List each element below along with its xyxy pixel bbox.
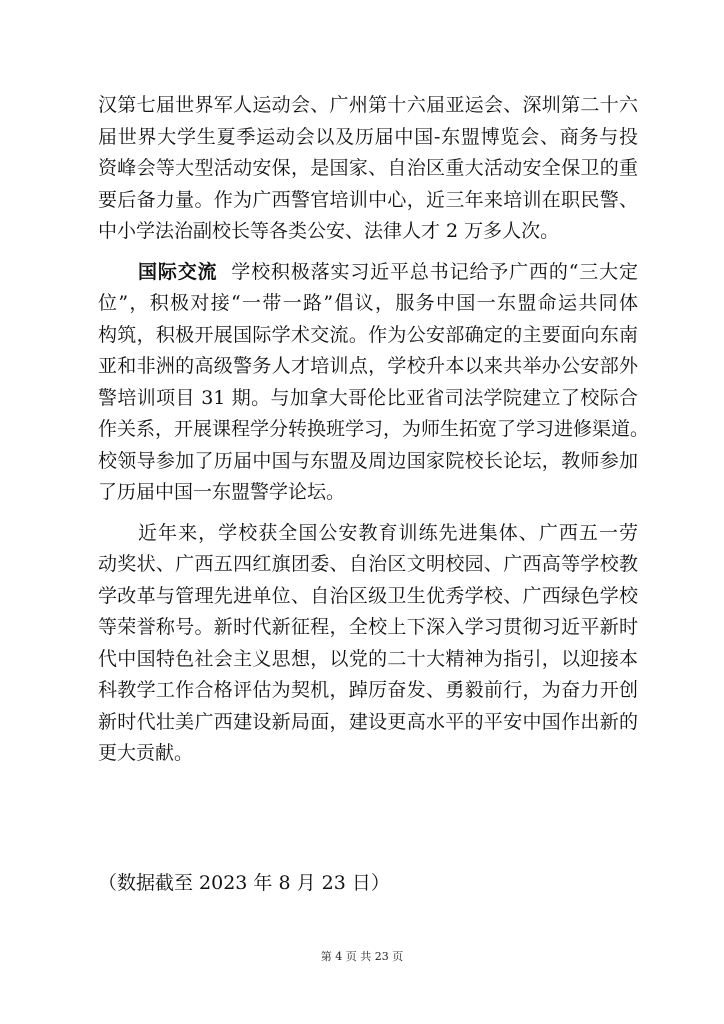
text-line: 位”，积极对接“一带一路”倡议，服务中国一东盟命运共同体 (98, 292, 638, 314)
text-line: 亚和非洲的高级警务人才培训点，学校升本以来共举办公安部外 (98, 355, 638, 377)
text-line: 新时代壮美广西建设新局面，建设更高水平的平安中国作出新的 (98, 710, 638, 733)
text-segment (217, 261, 231, 283)
text-line-with-heading (98, 257, 638, 289)
text-line: 构筑，积极开展国际学术交流。作为公安部确定的主要面向东南 (98, 323, 638, 346)
text-line: 代中国特色社会主义思想，以党的二十大精神为指引，以迎接本 (98, 647, 638, 670)
paragraph-spacer (98, 509, 638, 518)
text-line: 汉第七届世界军人运动会、广州第十六届亚运会、深圳第二十六 (98, 94, 638, 116)
text-line: 资峰会等大型活动安保，是国家、自治区重大活动安全保卫的重 (98, 157, 638, 179)
text-line: 科教学工作合格评估为契机，踔厉奋发、勇毅前行，为奋力开创 (98, 679, 638, 701)
text-line: 动奖状、广西五四红旗团委、自治区文明校园、广西高等学校教 (98, 553, 638, 575)
text-line: 等荣誉称号。新时代新征程，全校上下深入学习贯彻习近平新时 (98, 616, 638, 638)
text-line: 学改革与管理先进单位、自治区级卫生优秀学校、广西绿色学校 (98, 584, 638, 607)
page-number: 第 4 页 共 23 页 (320, 950, 404, 963)
text-line: 警培训项目 31 期。与加拿大哥伦比亚省司法学院建立了校际合 (98, 386, 638, 409)
section-heading-international-exchange: 国际交流 (138, 260, 218, 283)
text-segment: 学校积极落实习近平总书记给予广西的“三大定 (231, 260, 638, 283)
text-line: 要后备力量。作为广西警官培训中心，近三年来培训在职民警、 (98, 188, 638, 211)
text-line: 中小学法治副校长等各类公安、法律人才 2 万多人次。 (98, 220, 560, 242)
text-line: 近年来，学校获全国公安教育训练先进集体、广西五一劳 (138, 521, 638, 544)
paragraph-honors (98, 518, 638, 770)
paragraph-security-role (98, 90, 638, 248)
data-cutoff-note: （数据截至 2023 年 8 月 23 日） (98, 872, 390, 894)
document-body (98, 90, 650, 770)
text-line: 作关系，开展课程学分转换班学习，为师生拓宽了学习进修渠道。 (98, 418, 650, 440)
text-line: 了历届中国一东盟警学论坛。 (98, 481, 346, 503)
text-line: 校领导参加了历届中国与东盟及周边国家院校长论坛，教师参加 (98, 449, 638, 472)
text-line: 届世界大学生夏季运动会以及历届中国-东盟博览会、商务与投 (98, 125, 638, 148)
paragraph-spacer (98, 248, 638, 257)
paragraph-international-exchange (98, 257, 650, 509)
text-line: 更大贡献。 (98, 742, 194, 764)
